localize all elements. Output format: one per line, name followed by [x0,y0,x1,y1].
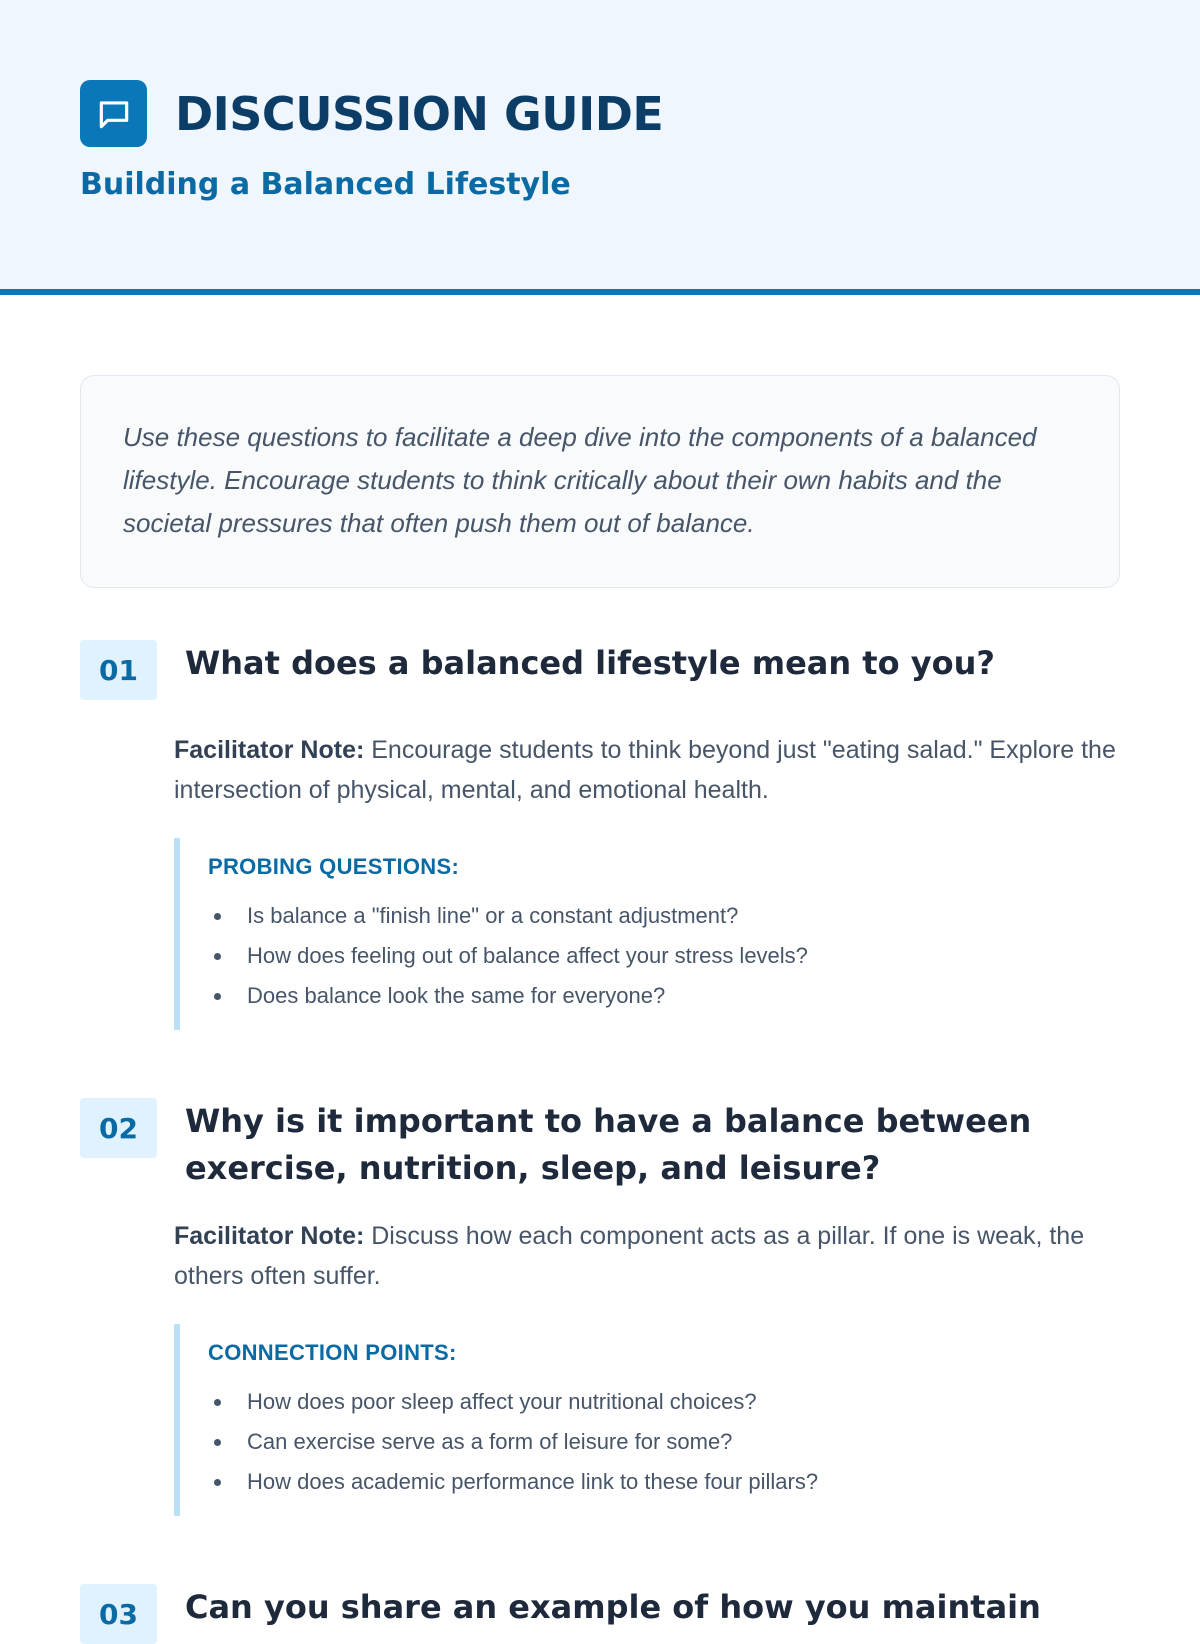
list-item [208,896,1120,936]
probing-questions-title: PROBING QUESTIONS: [208,854,460,879]
question-header [80,640,1120,700]
list-item-text: Can exercise serve as a form of leisure for some? [247,1429,733,1454]
list-item-text: Is balance a "finish line" or a constant adjustment? [247,903,739,928]
bullet-icon [214,1479,221,1486]
connection-points-list [208,1382,1120,1502]
question-header [80,1098,1120,1192]
probing-questions-block [174,838,1120,1030]
bullet-icon [214,953,221,960]
connection-points-block [174,1324,1120,1516]
list-item [208,936,1120,976]
facilitator-note-label: Facilitator Note: [174,736,365,764]
page-subtitle: Building a Balanced Lifestyle [80,167,571,202]
question-title: What does a balanced lifestyle mean to you? [184,644,995,682]
question-title: Why is it important to have a balance between exercise, nutrition, sleep, and leisure? [184,1102,1032,1187]
question-header [80,1584,1120,1644]
question-03 [80,1584,1120,1644]
question-02 [80,1098,1120,1516]
guide-header [0,0,1200,295]
question-title: Can you share an example of how you maintain [184,1588,1041,1626]
list-item-text: How does poor sleep affect your nutritional choices? [247,1389,757,1414]
question-body [80,730,1120,1030]
connection-points-title: CONNECTION POINTS: [208,1340,457,1365]
question-number-badge: 03 [80,1584,157,1644]
list-item [208,1462,1120,1502]
question-body [80,1216,1120,1516]
probing-questions-list [208,896,1120,1016]
list-item [208,1382,1120,1422]
list-item [208,976,1120,1016]
list-item-text: Does balance look the same for everyone? [247,983,666,1008]
facilitator-note-label: Facilitator Note: [174,1222,365,1250]
bullet-icon [214,1399,221,1406]
list-item-text: How does feeling out of balance affect your stress levels? [247,943,808,968]
facilitator-note-text: Encourage students to think beyond just "eating salad." Explore the intersection of physical, mental, and emotional health. [174,736,1116,804]
bullet-icon [214,993,221,1000]
facilitator-note [174,1216,1120,1296]
list-item-text: How does academic performance link to these four pillars? [247,1469,819,1494]
page-title: DISCUSSION GUIDE [175,86,664,141]
question-number-badge: 01 [80,640,157,700]
facilitator-note [174,730,1120,810]
title-row [80,80,1120,147]
guide-content [0,295,1200,1644]
list-item [208,1422,1120,1462]
facilitator-note-text: Discuss how each component acts as a pillar. If one is weak, the others often suffer. [174,1222,1085,1290]
question-01 [80,640,1120,1030]
intro-box: Use these questions to facilitate a deep dive into the components of a balanced lifestyle. Encourage students to think critically about their own habits and the societal pressures that often push them out of balance. [80,375,1120,588]
bullet-icon [214,913,221,920]
question-number-badge: 02 [80,1098,157,1158]
bullet-icon [214,1439,221,1446]
chat-bubble-icon [80,80,147,147]
